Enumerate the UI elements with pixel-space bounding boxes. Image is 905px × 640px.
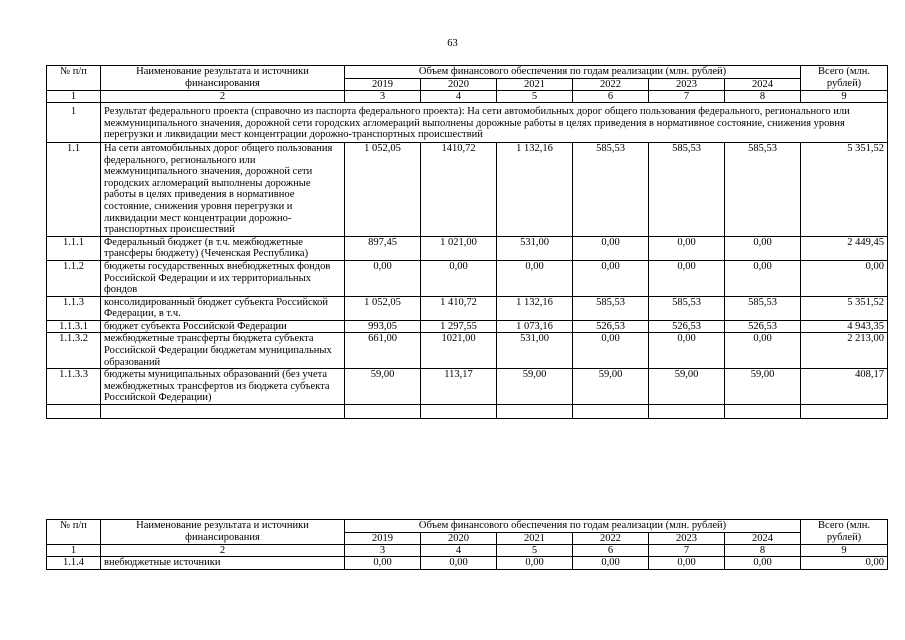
column-number: 8 [725, 91, 801, 103]
row-number: 1.1.4 [47, 557, 101, 570]
year-value-cell: 585,53 [649, 296, 725, 320]
year-value-cell: 0,00 [725, 557, 801, 570]
row-name: консолидированный бюджет субъекта Российской Федерации, в т.ч. [101, 296, 345, 320]
column-number: 9 [801, 545, 888, 557]
year-value-cell: 0,00 [725, 236, 801, 260]
column-number: 8 [725, 545, 801, 557]
header-num: № п/п [47, 66, 101, 91]
year-value-cell: 1 132,16 [497, 296, 573, 320]
row-number: 1.1.3.1 [47, 320, 101, 333]
header-row-1 [47, 520, 888, 533]
year-value-cell: 0,00 [649, 557, 725, 570]
total-cell: 408,17 [801, 369, 888, 405]
column-number: 3 [345, 545, 421, 557]
total-cell: 5 351,52 [801, 142, 888, 236]
table-row [47, 320, 888, 333]
header-year: 2022 [573, 78, 649, 91]
row-name: межбюджетные трансферты бюджета субъекта Российской Федерации бюджетам муниципальных образований [101, 333, 345, 369]
row-number: 1.1.2 [47, 260, 101, 296]
row-number: 1.1.1 [47, 236, 101, 260]
page-number: 63 [447, 38, 458, 49]
year-value-cell: 113,17 [421, 369, 497, 405]
column-number: 5 [497, 91, 573, 103]
header-name: Наименование результата и источники финансирования [101, 66, 345, 91]
column-number: 9 [801, 91, 888, 103]
year-value-cell: 0,00 [649, 333, 725, 369]
year-value-cell: 0,00 [421, 260, 497, 296]
row-name: бюджеты государственных внебюджетных фондов Российской Федерации и их территориальных фондов [101, 260, 345, 296]
year-value-cell: 1 021,00 [421, 236, 497, 260]
year-value-cell: 0,00 [497, 557, 573, 570]
column-number: 3 [345, 91, 421, 103]
header-total: Всего (млн. рублей) [801, 520, 888, 545]
year-value-cell: 531,00 [497, 236, 573, 260]
total-cell: 4 943,35 [801, 320, 888, 333]
year-value-cell: 1 073,16 [497, 320, 573, 333]
header-year: 2023 [649, 532, 725, 545]
year-value-cell: 59,00 [345, 369, 421, 405]
row-name: Федеральный бюджет (в т.ч. межбюджетные трансферы бюджету) (Чеченская Республика) [101, 236, 345, 260]
header-year: 2019 [345, 78, 421, 91]
header-year: 2021 [497, 532, 573, 545]
header-year: 2022 [573, 532, 649, 545]
column-number: 1 [47, 91, 101, 103]
year-value-cell: 526,53 [649, 320, 725, 333]
year-value-cell: 0,00 [573, 260, 649, 296]
table-row [47, 236, 888, 260]
year-value-cell: 897,45 [345, 236, 421, 260]
year-value-cell: 59,00 [649, 369, 725, 405]
year-value-cell: 0,00 [573, 333, 649, 369]
row-name: бюджет субъекта Российской Федерации [101, 320, 345, 333]
column-number-row [47, 545, 888, 557]
year-value-cell: 59,00 [573, 369, 649, 405]
column-number: 7 [649, 91, 725, 103]
header-year: 2020 [421, 532, 497, 545]
row-name: На сети автомобильных дорог общего пользования федерального, регионального или межмуниципального значения, дорожной сети городских агломераций выполнены дорожные работы в целях приведения в нормативное состояние, снижения уровня перегрузки и ликвидации мест концентрации дорожно-транспортных происшествий [101, 142, 345, 236]
header-year: 2024 [725, 532, 801, 545]
header-name: Наименование результата и источники финансирования [101, 520, 345, 545]
header-year: 2023 [649, 78, 725, 91]
header-total: Всего (млн. рублей) [801, 66, 888, 91]
total-cell: 5 351,52 [801, 296, 888, 320]
table-row [47, 369, 888, 405]
year-value-cell: 585,53 [573, 142, 649, 236]
year-value-cell: 0,00 [497, 260, 573, 296]
year-value-cell: 1 132,16 [497, 142, 573, 236]
year-value-cell: 1 297,55 [421, 320, 497, 333]
header-volume: Объем финансового обеспечения по годам реализации (млн. рублей) [345, 66, 801, 79]
total-cell: 2 449,45 [801, 236, 888, 260]
year-value-cell: 0,00 [421, 557, 497, 570]
column-number: 6 [573, 91, 649, 103]
header-year: 2021 [497, 78, 573, 91]
row-name: бюджеты муниципальных образований (без учета межбюджетных трансфертов из бюджета субъекта Российской Федерации) [101, 369, 345, 405]
row-name: внебюджетные источники [101, 557, 345, 570]
header-row-1 [47, 66, 888, 79]
table-row [47, 333, 888, 369]
financing-table [46, 65, 888, 419]
year-value-cell: 1 410,72 [421, 296, 497, 320]
column-number: 4 [421, 545, 497, 557]
header-num: № п/п [47, 520, 101, 545]
table-row [47, 296, 888, 320]
continuation-table [46, 519, 888, 570]
column-number: 6 [573, 545, 649, 557]
year-value-cell: 531,00 [497, 333, 573, 369]
year-value-cell: 585,53 [649, 142, 725, 236]
total-cell: 2 213,00 [801, 333, 888, 369]
year-value-cell: 526,53 [573, 320, 649, 333]
row-number: 1.1 [47, 142, 101, 236]
year-value-cell: 0,00 [573, 557, 649, 570]
year-value-cell: 1 052,05 [345, 142, 421, 236]
year-value-cell: 0,00 [725, 260, 801, 296]
column-number: 5 [497, 545, 573, 557]
year-value-cell: 0,00 [345, 260, 421, 296]
year-value-cell: 1 052,05 [345, 296, 421, 320]
year-value-cell: 661,00 [345, 333, 421, 369]
column-number-row [47, 91, 888, 103]
total-cell: 0,00 [801, 557, 888, 570]
table-body [47, 142, 888, 404]
year-value-cell: 1021,00 [421, 333, 497, 369]
year-value-cell: 1410,72 [421, 142, 497, 236]
year-value-cell: 0,00 [725, 333, 801, 369]
header-year: 2020 [421, 78, 497, 91]
result-text: Результат федерального проекта (справочно из паспорта федерального проекта): На сети автомобильных дорог общего пользования федерального, регионального или межмуниципального значения, дорожной сети городских агломераций выполнены дорожные работы в целях приведения в нормативное состояние, снижения уровня перегрузки и ликвидации мест концентрации дорожно-транспортных происшествий [101, 103, 888, 143]
column-number: 2 [101, 91, 345, 103]
row-number: 1.1.3 [47, 296, 101, 320]
year-value-cell: 585,53 [725, 142, 801, 236]
year-value-cell: 0,00 [649, 236, 725, 260]
table-row [47, 142, 888, 236]
table-body [47, 557, 888, 570]
year-value-cell: 526,53 [725, 320, 801, 333]
year-value-cell: 59,00 [725, 369, 801, 405]
year-value-cell: 585,53 [725, 296, 801, 320]
year-value-cell: 585,53 [573, 296, 649, 320]
year-value-cell: 993,05 [345, 320, 421, 333]
table-row [47, 557, 888, 570]
header-volume: Объем финансового обеспечения по годам реализации (млн. рублей) [345, 520, 801, 533]
column-number: 4 [421, 91, 497, 103]
year-value-cell: 0,00 [345, 557, 421, 570]
year-value-cell: 0,00 [649, 260, 725, 296]
year-value-cell: 0,00 [573, 236, 649, 260]
table-row [47, 260, 888, 296]
empty-row [47, 405, 888, 419]
total-cell: 0,00 [801, 260, 888, 296]
column-number: 2 [101, 545, 345, 557]
column-number: 7 [649, 545, 725, 557]
result-num: 1 [47, 103, 101, 143]
row-number: 1.1.3.2 [47, 333, 101, 369]
header-year: 2024 [725, 78, 801, 91]
row-number: 1.1.3.3 [47, 369, 101, 405]
column-number: 1 [47, 545, 101, 557]
result-row [47, 103, 888, 143]
header-year: 2019 [345, 532, 421, 545]
year-value-cell: 59,00 [497, 369, 573, 405]
